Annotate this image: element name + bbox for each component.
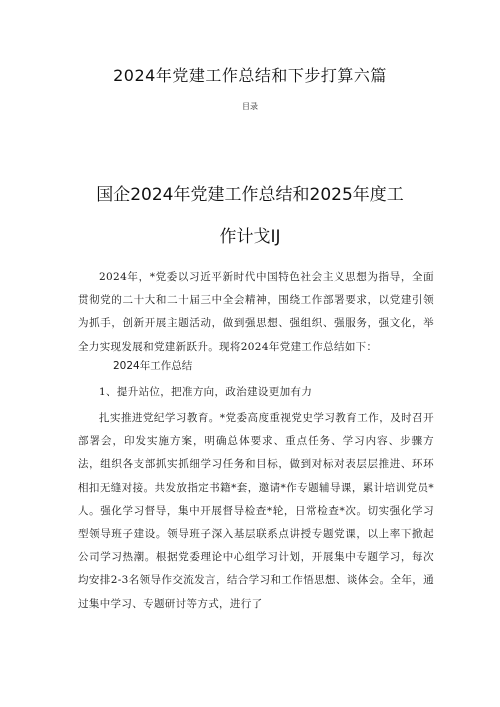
toc-label: 目录 bbox=[242, 102, 258, 111]
subheading: 2024年工作总结 bbox=[113, 360, 193, 372]
intro-paragraph: 2024年，*党委以习近平新时代中国特色社会主义思想为指导，全面贯彻党的二十大和二十届三中全会精神，围绕工作部署要求，以党建引领为抓手，创新开展主题活动，做到强思想、强组织、强服务，强文化，举全力实现发展和党建新跃升。现将2024年党建工作总结如下： bbox=[78, 271, 434, 353]
section-title-line-2: 作计戈IJ bbox=[219, 227, 281, 247]
document-title: 2024年党建工作总结和下步打算六篇 bbox=[113, 66, 387, 85]
point-heading-1: 1、提升站位，把准方向，政治建设更加有力 bbox=[99, 386, 313, 398]
body-paragraph: 扎实推进党纪学习教育。*党委高度重视党史学习教育工作，及时召开部署会，印发实施方案，明确总体要求、重点任务、学习内容、步骤方法，组织各支部抓实抓细学习任务和目标，做到对标对表层层推进、环环相扣无缝对接。共发放指定书籍*套，邀请*作专题辅导课，累计培训党员*人。强化学习督导，集中开展督导检查*轮，日常检查*次。切实强化学习型领导班子建设。领导班子深入基层联系点讲授专题党课，以上率下掀起公司学习热潮。根据党委理论中心组学习计划，开展集中专题学习，每次均安排2-3名领导作交流发言，结合学习和工作悟思想、谈体会。全年，通过集中学习、专题研讨等方式，进行了 bbox=[78, 412, 434, 610]
section-title-line-1: 国企2024年党建工作总结和2025年度工 bbox=[96, 185, 404, 205]
